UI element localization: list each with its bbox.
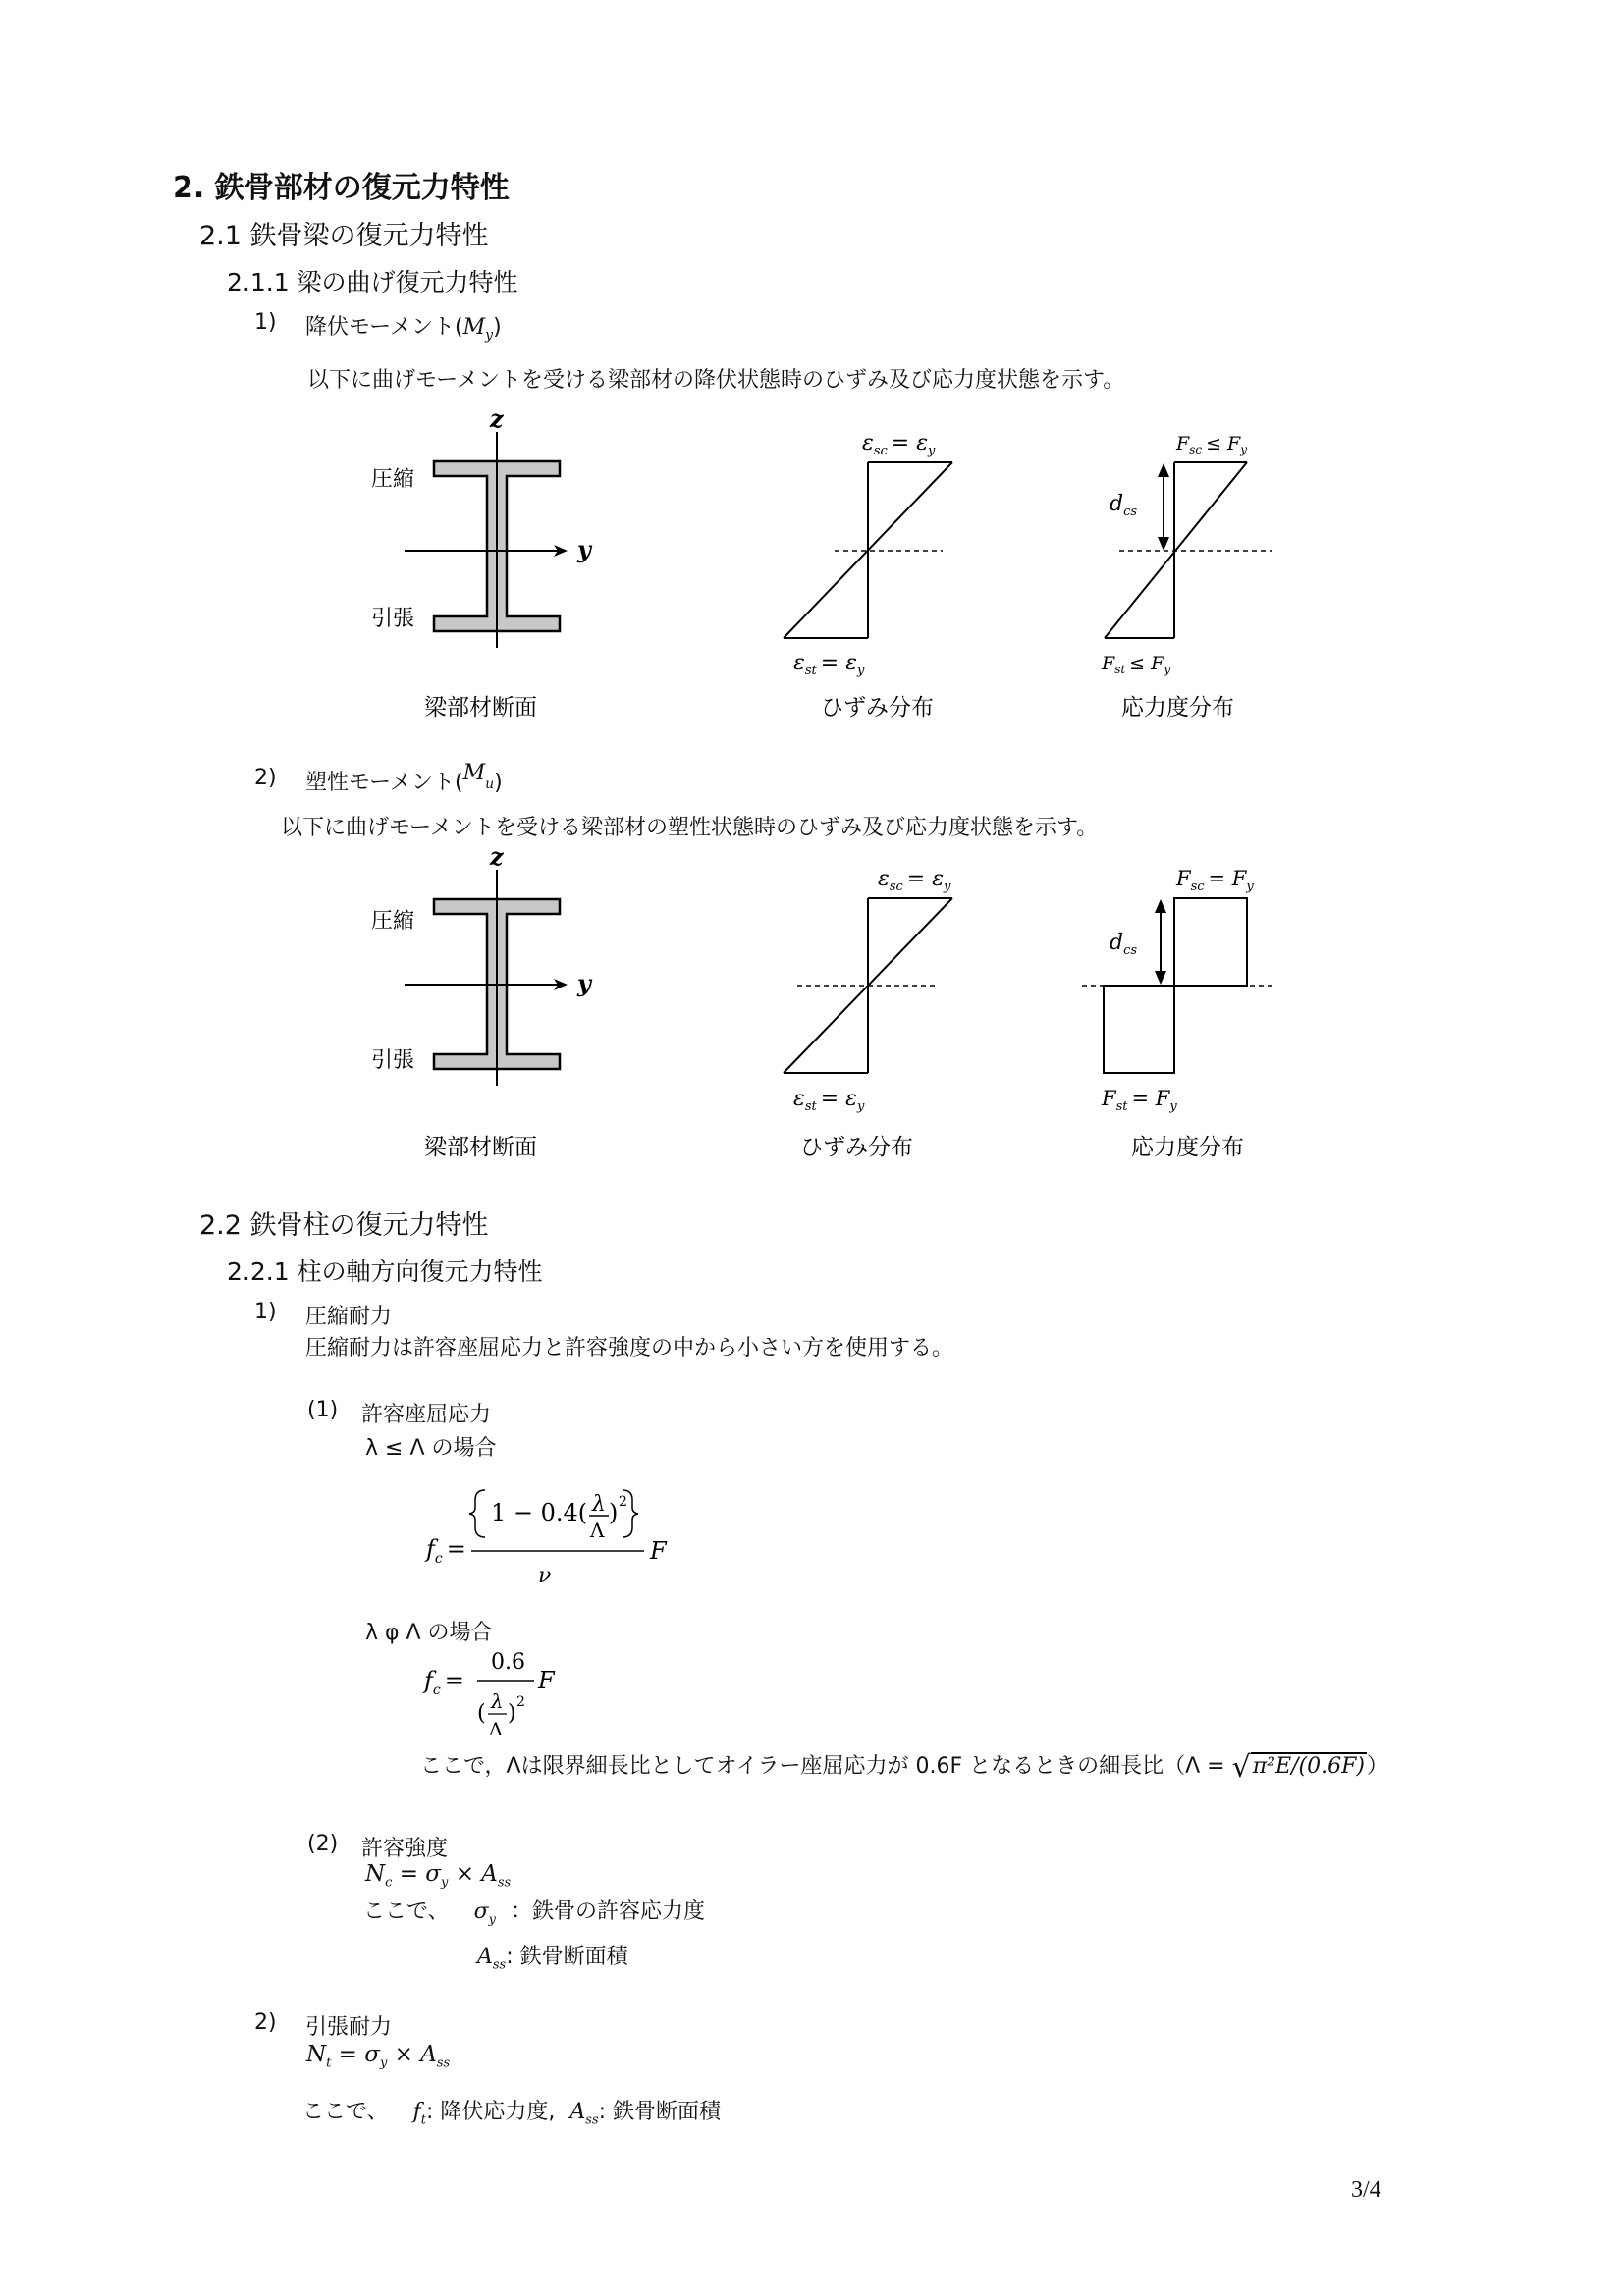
item-label: 2) xyxy=(254,2010,277,2035)
where-clause-tension xyxy=(302,2095,721,2127)
axis-y-label: y xyxy=(577,535,591,563)
svg-text:1 − 0.4(: 1 − 0.4( xyxy=(491,1499,588,1526)
axis-z-label: z xyxy=(490,842,504,871)
area-subscript: ss xyxy=(492,1957,507,1973)
sub-item-label: (1) xyxy=(307,1398,339,1422)
ft-description: : 降伏応力度, xyxy=(425,2100,556,2124)
subsubsection-heading: 2.1.1 梁の曲げ復元力特性 xyxy=(227,268,518,296)
moment-subscript: y xyxy=(485,327,494,344)
strain-top-label: $\varepsilon_{sc} = \varepsilon_y$ xyxy=(862,431,936,458)
svg-text:F: F xyxy=(538,1667,555,1694)
formula-fc-case1 xyxy=(412,1467,668,1594)
where-clause-2 xyxy=(477,1940,628,1972)
dcs-label: $d_{cs}$ xyxy=(1110,492,1138,519)
sigma-description: ：鉄骨の許容応力度 xyxy=(510,1899,705,1924)
sub-item-title: 許容座屈応力 xyxy=(361,1403,492,1427)
formula-fc-case2 xyxy=(412,1639,609,1749)
svg-text:fc=: $f_c$ = xyxy=(426,1535,466,1567)
yield-figure xyxy=(353,402,1286,736)
caption-strain: ひずみ分布 xyxy=(821,695,934,721)
subsection-heading: 2.1 鉄骨梁の復元力特性 xyxy=(199,221,489,251)
item-description: 圧縮耐力は許容座屈応力と許容強度の中から小さい方を使用する。 xyxy=(305,1336,954,1361)
caption-stress: 応力度分布 xyxy=(1121,695,1234,721)
stress-diagram xyxy=(1105,462,1272,638)
caption-strain: ひずみ分布 xyxy=(800,1135,913,1160)
sub-item-label: (2) xyxy=(307,1832,339,1856)
area-description: : 鉄骨断面積 xyxy=(598,2100,721,2124)
tension-label: 引張 xyxy=(371,1048,415,1073)
beam-section xyxy=(405,432,568,648)
svg-text:): ) xyxy=(609,1499,619,1526)
caption-section: 梁部材断面 xyxy=(424,695,537,721)
plastic-figure xyxy=(353,840,1286,1174)
moment-symbol: M xyxy=(462,315,486,340)
item-title: 引張耐力 xyxy=(305,2015,393,2040)
caption-section: 梁部材断面 xyxy=(424,1135,537,1160)
where-label: ここで、 xyxy=(363,1899,450,1924)
svg-text:2: 2 xyxy=(619,1494,627,1510)
stress-bottom-label: $F_{st} = F_y$ xyxy=(1102,1087,1177,1114)
item-title: 圧縮耐力 xyxy=(305,1305,393,1329)
svg-text:): ) xyxy=(508,1701,516,1726)
stress-bottom-label: $F_{st} \le F_y$ xyxy=(1102,653,1171,676)
formula-nc: $N_c = \sigma_y \times A_{ss}$ xyxy=(365,1861,512,1891)
where-label: ここで、 xyxy=(302,2100,389,2124)
item-title-text: 塑性モーメント( xyxy=(305,771,463,795)
stress-top-label: $F_{sc} = F_y$ xyxy=(1176,867,1254,894)
strain-bottom-label: $\varepsilon_{st} = \varepsilon_y$ xyxy=(793,651,865,678)
compression-label: 圧縮 xyxy=(371,909,415,934)
tension-label: 引張 xyxy=(371,607,415,631)
item-title-close: ) xyxy=(493,315,502,340)
svg-text:2: 2 xyxy=(516,1694,525,1710)
page-number: 3/4 xyxy=(1351,2177,1381,2203)
item-title xyxy=(305,761,503,798)
item-title-text: 降伏モーメント( xyxy=(305,315,463,340)
item-title-close: ) xyxy=(494,771,503,795)
svg-text:fc=: $f_c$ = xyxy=(424,1667,464,1698)
lambda-note-close: ） xyxy=(1366,1754,1388,1779)
dcs-label: $d_{cs}$ xyxy=(1110,931,1138,958)
area-description: : 鉄骨断面積 xyxy=(506,1945,628,1969)
case-condition-2: λ φ Λ の場合 xyxy=(365,1621,493,1645)
axis-z-label: z xyxy=(490,404,504,433)
moment-subscript: u xyxy=(485,776,495,793)
lambda-note: ここで，Λは限界細長比としてオイラー座屈応力が 0.6F となるときの細長比（Λ = xyxy=(420,1754,1225,1779)
ft-subscript: t xyxy=(420,2112,426,2128)
svg-text:(: ( xyxy=(477,1701,486,1726)
section-heading: 2. 鉄骨部材の復元力特性 xyxy=(173,171,510,205)
area-symbol: A xyxy=(477,1945,493,1969)
item-label: 1) xyxy=(254,1300,277,1324)
moment-symbol: M xyxy=(462,761,486,785)
subsubsection-heading: 2.2.1 柱の軸方向復元力特性 xyxy=(227,1257,543,1286)
strain-top-label: $\varepsilon_{sc} = \varepsilon_y$ xyxy=(878,867,951,894)
svg-text:λ: λ xyxy=(491,1689,504,1713)
item-description: 以下に曲げモーメントを受ける梁部材の降伏状態時のひずみ及び応力度状態を示す。 xyxy=(307,368,1125,393)
subsection-heading: 2.2 鉄骨柱の復元力特性 xyxy=(199,1210,489,1241)
strain-diagram xyxy=(784,898,952,1073)
sigma-symbol: σ xyxy=(473,1899,489,1924)
strain-bottom-label: $\varepsilon_{st} = \varepsilon_y$ xyxy=(793,1087,865,1114)
svg-text:Λ: Λ xyxy=(590,1519,605,1542)
area-subscript: ss xyxy=(585,2112,599,2128)
svg-text:ν: ν xyxy=(538,1564,552,1588)
item-title xyxy=(305,310,502,343)
svg-text:Λ: Λ xyxy=(489,1719,503,1740)
sqrt-argument: π²E/(0.6F) xyxy=(1252,1754,1365,1779)
item-description: 以下に曲げモーメントを受ける梁部材の塑性状態時のひずみ及び応力度状態を示す。 xyxy=(281,816,1099,840)
area-symbol: A xyxy=(569,2100,586,2124)
svg-text:λ: λ xyxy=(592,1492,606,1517)
svg-text:F: F xyxy=(650,1537,667,1565)
item-label: 1) xyxy=(254,310,277,335)
item-label: 2) xyxy=(254,766,277,790)
strain-diagram xyxy=(784,462,952,638)
caption-stress: 応力度分布 xyxy=(1131,1135,1244,1160)
stress-top-label: $F_{sc} \le F_y$ xyxy=(1176,433,1248,456)
formula-nt: $N_t = \sigma_y \times A_{ss}$ xyxy=(306,2042,451,2071)
where-clause-1 xyxy=(363,1895,705,1927)
beam-section xyxy=(405,870,568,1086)
sigma-subscript: y xyxy=(488,1912,496,1928)
stress-diagram xyxy=(1082,898,1272,1073)
ft-symbol: f xyxy=(412,2100,421,2124)
axis-y-label: y xyxy=(577,969,591,997)
svg-text:0.6: 0.6 xyxy=(491,1650,525,1675)
lambda-definition xyxy=(420,1749,1388,1785)
case-condition-1: λ ≤ Λ の場合 xyxy=(365,1436,497,1461)
sqrt-sign: √ xyxy=(1231,1749,1251,1785)
compression-label: 圧縮 xyxy=(371,467,415,492)
sub-item-title: 許容強度 xyxy=(361,1837,449,1861)
